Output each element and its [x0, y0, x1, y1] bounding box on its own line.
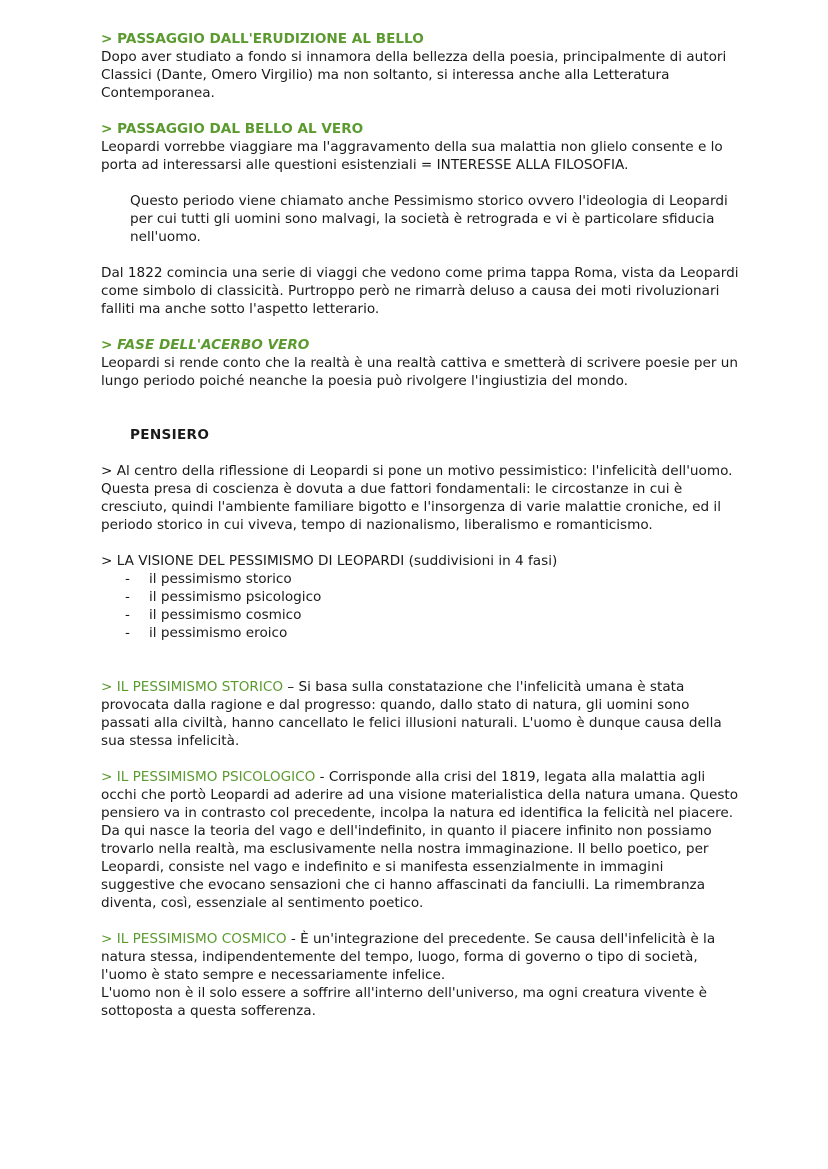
- paragraph-visione: > LA VISIONE DEL PESSIMISMO DI LEOPARDI (suddivisioni in 4 fasi): [101, 553, 558, 569]
- paragraph-storico: [101, 678, 741, 750]
- paragraph-viaggi: Dal 1822 comincia una serie di viaggi che vedono come prima tappa Roma, vista da Leopardi come simbolo di classicità. Purtroppo però ne rimarrà deluso a causa dei moti rivoluzionari falliti ma anche sotto l'aspetto letterario.: [101, 265, 739, 317]
- list-item: - il pessimismo psicologico: [125, 588, 741, 606]
- text-pessimismo-cosmico: - È un'integrazione del precedente. Se causa dell'infelicità è la natura stessa, indipendentemente del tempo, luogo, forma di governo o tipo di società, l'uomo è stato sempre e necessariamente infelice.: [101, 931, 716, 983]
- label-pessimismo-storico: > IL PESSIMISMO STORICO: [101, 679, 284, 695]
- section-title-pensiero: PENSIERO: [130, 427, 210, 443]
- text-pessimismo-storico: – Si basa sulla constatazione che l'infelicità umana è stata provocata dalla ragione e dal progresso: quando, dallo stato di natura, gli uomini sono passati alla civiltà, hanno cancellato le felici illusioni naturali. L'uomo è dunque causa della sua stessa infelicità.: [101, 679, 722, 749]
- heading-bello-vero: > PASSAGGIO DAL BELLO AL VERO: [101, 121, 364, 137]
- paragraph-psicologico: [101, 768, 741, 822]
- heading-acerbo-vero: > FASE DELL'ACERBO VERO: [101, 337, 310, 353]
- paragraph-cosmico-universo: L'uomo non è il solo essere a soffrire all'interno dell'universo, ma ogni creatura vivente è sottoposta a questa sofferenza.: [101, 985, 708, 1019]
- paragraph-pessimismo-storico-note: Questo periodo viene chiamato anche Pessimismo storico ovvero l'ideologia di Leopardi per cui tutti gli uomini sono malvagi, la società è retrograda e vi è particolare sfiducia nell'uomo.: [130, 193, 728, 245]
- label-pessimismo-cosmico: > IL PESSIMISMO COSMICO: [101, 931, 287, 947]
- paragraph-pensiero-intro: > Al centro della riflessione di Leopardi si pone un motivo pessimistico: l'infelicità dell'uomo. Questa presa di coscienza è dovuta a due fattori fondamentali: le circostanze in cui è cresciuto, quindi l'ambiente familiare bigotto e l'insorgenza di varie malattie croniche, ed il periodo storico in cui viveva, tempo di nazionalismo, liberalismo e romanticismo.: [101, 463, 733, 533]
- list-item: - il pessimismo eroico: [125, 624, 741, 642]
- paragraph-psicologico-vago: Da qui nasce la teoria del vago e dell'indefinito, in quanto il piacere infinito non possiamo trovarlo nella realtà, ma esclusivamente nella nostra immaginazione. Il bello poetico, per Leopardi, consiste nel vago e indefinito e si manifesta essenzialmente in immagini suggestive che evocano sensazioni che ci hanno affascinati da fanciulli. La rimembranza diventa, così, essenziale al sentimento poetico.: [101, 823, 712, 911]
- text-pessimismo-psicologico: - Corrisponde alla crisi del 1819, legata alla malattia agli occhi che portò Leopardi ad aderire ad una visione materialistica della natura umana. Questo pensiero va in contrasto col precedente, incolpa la natura ed identifica la felicità nel piacere.: [101, 769, 739, 821]
- heading-erudizione: > PASSAGGIO DALL'ERUDIZIONE AL BELLO: [101, 31, 424, 47]
- paragraph-bello-vero: Leopardi vorrebbe viaggiare ma l'aggravamento della sua malattia non glielo consente e lo porta ad interessarsi alle questioni esistenziali = INTERESSE ALLA FILOSOFIA.: [101, 139, 723, 173]
- list-item: - il pessimismo storico: [125, 570, 741, 588]
- paragraph-acerbo-vero: Leopardi si rende conto che la realtà è una realtà cattiva e smetterà di scrivere poesie per un lungo periodo poiché neanche la poesia può rivolgere l'ingiustizia del mondo.: [101, 355, 739, 389]
- document-page: [101, 30, 741, 1020]
- paragraph-cosmico: [101, 930, 741, 984]
- list-item: - il pessimismo cosmico: [125, 606, 741, 624]
- list-fasi: [101, 570, 741, 642]
- label-pessimismo-psicologico: > IL PESSIMISMO PSICOLOGICO: [101, 769, 316, 785]
- paragraph-erudizione: Dopo aver studiato a fondo si innamora della bellezza della poesia, principalmente di autori Classici (Dante, Omero Virgilio) ma non soltanto, si interessa anche alla Letteratura Contemporanea.: [101, 49, 727, 101]
